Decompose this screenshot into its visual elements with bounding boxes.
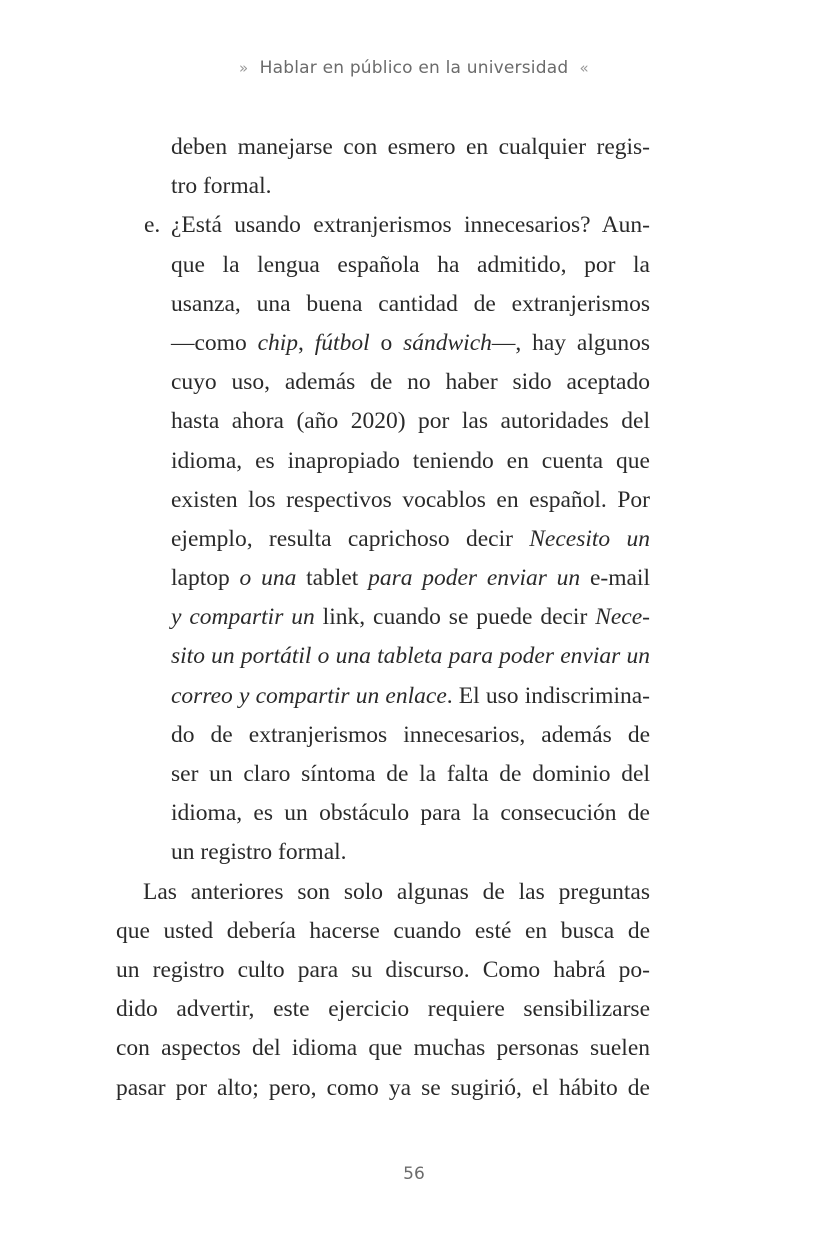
- italic-term: sándwich: [403, 329, 492, 356]
- text-line: idioma, es inapropiado teniendo en cuenta que: [171, 447, 650, 474]
- text-run: o: [369, 329, 404, 356]
- header-title: Hablar en público en la universidad: [259, 58, 569, 78]
- text-run: ejemplo, resulta caprichoso decir: [171, 525, 530, 552]
- text-line: ¿Está usando extranjerismos innecesarios? Aun-: [171, 212, 650, 239]
- text-line: tro formal.: [171, 173, 272, 200]
- page-number: 56: [403, 1164, 425, 1184]
- text-line: que usted debería hacerse cuando esté en busca de: [116, 917, 650, 944]
- text-line: que la lengua española ha admitido, por la: [171, 251, 650, 278]
- paragraph: [116, 873, 650, 1108]
- text-line: cuyo uso, además de no haber sido aceptado: [171, 369, 650, 396]
- text-line: pasar por alto; pero, como ya se sugirió, el hábito de: [116, 1074, 650, 1101]
- text-line: [116, 559, 650, 598]
- text-run: link, cuando se puede decir: [314, 604, 596, 631]
- italic-term: chip: [257, 329, 299, 356]
- italic-run: Nece-: [595, 604, 650, 631]
- italic-run: o una: [239, 565, 297, 592]
- text-line: con aspectos del idioma que muchas personas suelen: [116, 1035, 650, 1062]
- italic-run: y compartir un: [171, 604, 315, 631]
- italic-run: para poder enviar un: [368, 565, 581, 592]
- text-line: usanza, una buena cantidad de extranjerismos: [171, 290, 650, 317]
- header-left-mark: »: [239, 59, 249, 77]
- text-line: ser un claro síntoma de la falta de dominio del: [171, 761, 650, 787]
- text-line: [116, 520, 650, 559]
- text-line: deben manejarse con esmero en cualquier regis-: [171, 134, 650, 160]
- text-line: Las anteriores son solo algunas de las preguntas: [143, 878, 650, 905]
- list-marker: e.: [144, 212, 161, 239]
- text-line: un registro culto para su discurso. Como habrá po-: [116, 956, 650, 983]
- text-line: hasta ahora (año 2020) por las autoridades del: [171, 408, 650, 435]
- text-run: —, hay algunos: [491, 329, 650, 356]
- text-line: un registro formal.: [171, 839, 347, 866]
- header-right-mark: «: [579, 59, 589, 77]
- text-line: [116, 324, 650, 363]
- text-line: [116, 677, 650, 716]
- text-run: laptop: [171, 565, 240, 592]
- italic-term: fútbol: [314, 329, 370, 356]
- text-run: . El uso indiscrimina-: [446, 682, 650, 709]
- text-line: [116, 637, 650, 676]
- text-line: do de extranjerismos innecesarios, además de: [171, 721, 650, 748]
- text-line: existen los respectivos vocablos en español. Por: [171, 486, 650, 513]
- running-header: [0, 58, 828, 78]
- italic-run: correo y compartir un enlace: [171, 682, 447, 709]
- text-run: —como: [171, 329, 258, 356]
- text-line: dido advertir, este ejercicio requiere sensibilizarse: [116, 996, 650, 1023]
- text-run: ,: [298, 329, 315, 356]
- text-line: [116, 598, 650, 637]
- italic-run: sito un portátil o una tableta para poder enviar un: [171, 643, 650, 670]
- text-line: idioma, es un obstáculo para la consecución de: [171, 800, 650, 827]
- text-run: e-mail: [580, 565, 650, 592]
- list-item-e: [116, 206, 650, 872]
- body-text: [116, 128, 650, 1108]
- text-run: tablet: [296, 565, 369, 592]
- italic-run: Necesito un: [529, 525, 650, 552]
